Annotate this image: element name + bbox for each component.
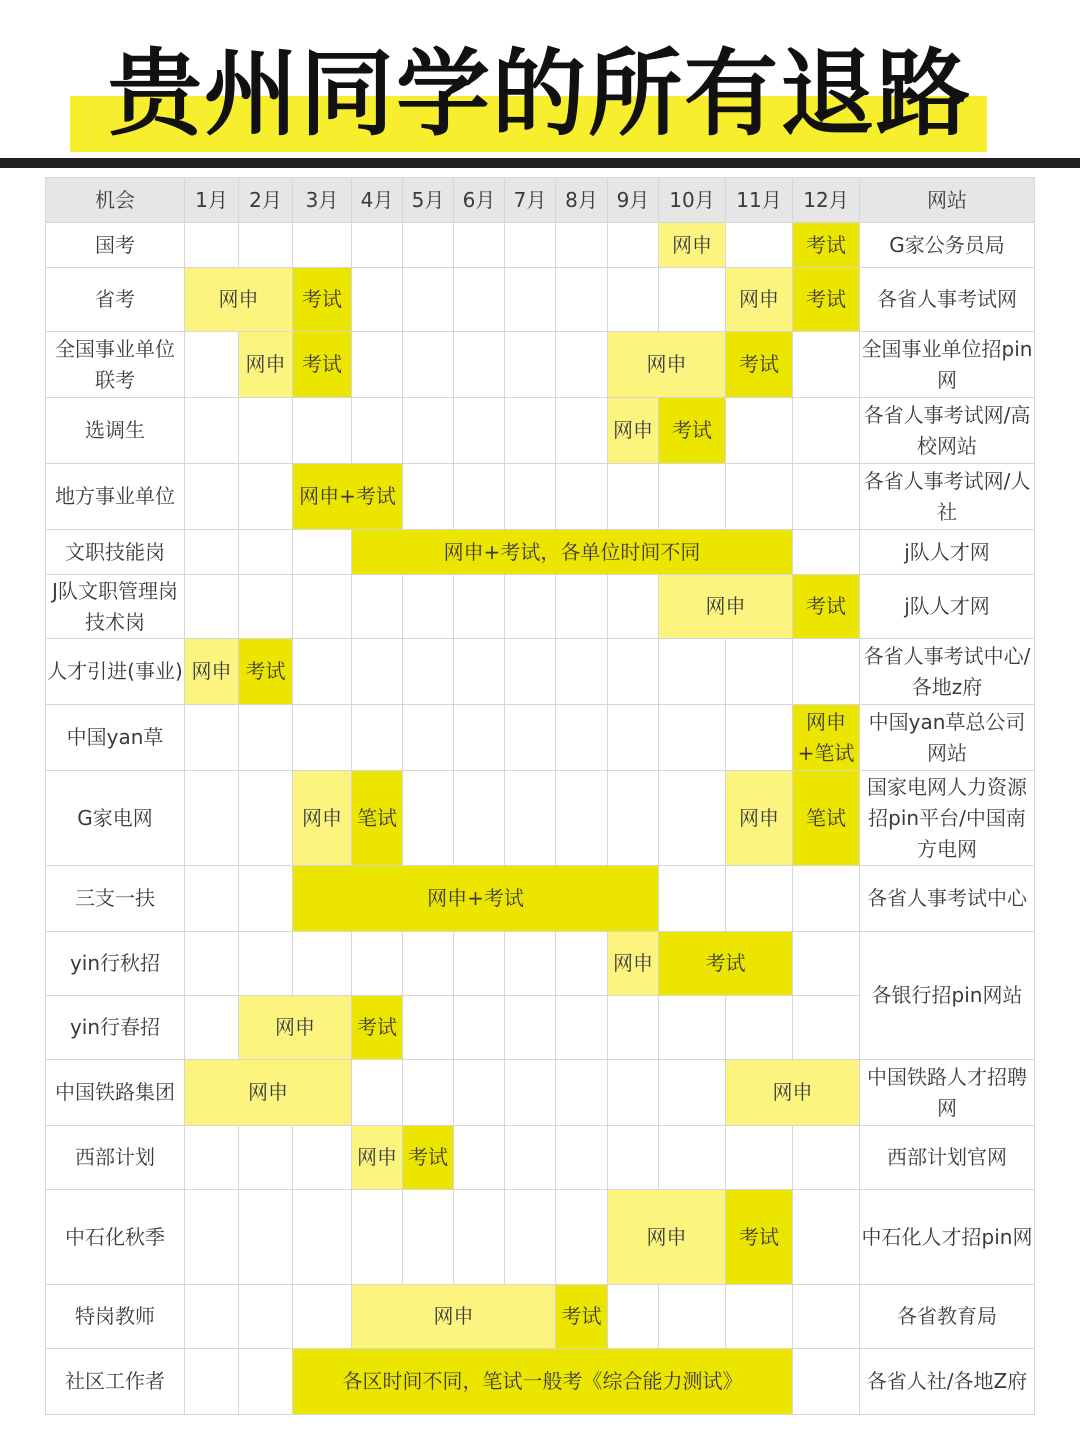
opportunity-name: 社区工作者 — [46, 1349, 185, 1415]
schedule-cell: 网申 — [239, 996, 352, 1060]
table-row — [46, 530, 1035, 575]
schedule-cell: 笔试 — [352, 771, 403, 866]
table-row — [46, 771, 1035, 866]
opportunity-name: 人才引进(事业) — [46, 639, 185, 705]
header-opportunity: 机会 — [46, 178, 185, 223]
header-month: 12月 — [793, 178, 860, 223]
schedule-cell: 考试 — [659, 932, 793, 996]
table-row — [46, 464, 1035, 530]
header-month: 8月 — [556, 178, 608, 223]
schedule-cell: 网申+考试，各单位时间不同 — [352, 530, 793, 575]
opportunity-name: 中国铁路集团 — [46, 1060, 185, 1126]
schedule-cell: 考试 — [293, 332, 352, 398]
header-month: 5月 — [403, 178, 454, 223]
website-cell: 各省人事考试网 — [860, 268, 1035, 332]
schedule-cell: 网申 — [608, 1190, 726, 1285]
opportunity-name: 全国事业单位联考 — [46, 332, 185, 398]
schedule-cell: 网申 — [185, 268, 293, 332]
schedule-cell: 网申 — [608, 932, 659, 996]
opportunity-name: 文职技能岗 — [46, 530, 185, 575]
table-row — [46, 1126, 1035, 1190]
header-month: 9月 — [608, 178, 659, 223]
header-month: 7月 — [505, 178, 556, 223]
opportunity-name: yin行秋招 — [46, 932, 185, 996]
schedule-cell: 考试 — [293, 268, 352, 332]
website-cell: G家公务员局 — [860, 223, 1035, 268]
schedule-cell: 网申 — [726, 1060, 860, 1126]
schedule-cell: 考试 — [352, 996, 403, 1060]
table-row — [46, 575, 1035, 639]
website-cell: 中国铁路人才招聘网 — [860, 1060, 1035, 1126]
table-row — [46, 1349, 1035, 1415]
schedule-cell: 网申 — [352, 1126, 403, 1190]
table-row — [46, 332, 1035, 398]
table-row — [46, 398, 1035, 464]
schedule-cell: 考试 — [726, 1190, 793, 1285]
schedule-cell: 网申 — [726, 268, 793, 332]
website-cell: 各省教育局 — [860, 1285, 1035, 1349]
header-month: 4月 — [352, 178, 403, 223]
opportunity-name: 省考 — [46, 268, 185, 332]
schedule-cell: 考试 — [793, 223, 860, 268]
schedule-cell: 网申+笔试 — [793, 705, 860, 771]
table-row — [46, 1060, 1035, 1126]
schedule-cell: 考试 — [793, 575, 860, 639]
title-divider — [0, 158, 1080, 168]
schedule-cell: 各区时间不同，笔试一般考《综合能力测试》 — [293, 1349, 793, 1415]
schedule-cell: 网申 — [293, 771, 352, 866]
header-month: 3月 — [293, 178, 352, 223]
schedule-cell: 网申 — [185, 639, 239, 705]
table-row — [46, 866, 1035, 932]
table-row — [46, 639, 1035, 705]
website-cell: 中国yan草总公司网站 — [860, 705, 1035, 771]
schedule-cell: 考试 — [726, 332, 793, 398]
opportunity-name: 地方事业单位 — [46, 464, 185, 530]
table-row — [46, 1285, 1035, 1349]
schedule-cell: 考试 — [793, 268, 860, 332]
title-area — [0, 0, 1080, 158]
website-cell: 各省人事考试中心 — [860, 866, 1035, 932]
schedule-cell: 网申 — [608, 332, 726, 398]
table-row — [46, 932, 1035, 996]
schedule-cell: 考试 — [556, 1285, 608, 1349]
header-month: 11月 — [726, 178, 793, 223]
schedule-cell: 网申 — [239, 332, 293, 398]
opportunity-name: J队文职管理岗技术岗 — [46, 575, 185, 639]
table-row — [46, 705, 1035, 771]
header-month: 6月 — [454, 178, 505, 223]
header-website: 网站 — [860, 178, 1035, 223]
table-row — [46, 268, 1035, 332]
website-cell: 各省人事考试网/高校网站 — [860, 398, 1035, 464]
header-month: 10月 — [659, 178, 726, 223]
opportunity-name: 中国yan草 — [46, 705, 185, 771]
schedule-cell: 考试 — [239, 639, 293, 705]
opportunity-name: 中石化秋季 — [46, 1190, 185, 1285]
opportunity-name: G家电网 — [46, 771, 185, 866]
website-cell: j队人才网 — [860, 575, 1035, 639]
website-cell: 全国事业单位招pin网 — [860, 332, 1035, 398]
header-row — [46, 178, 1035, 223]
schedule-cell: 考试 — [403, 1126, 454, 1190]
website-cell: 各省人事考试网/人社 — [860, 464, 1035, 530]
schedule-table-container — [45, 177, 1034, 1415]
website-cell: 中石化人才招pin网 — [860, 1190, 1035, 1285]
table-row — [46, 223, 1035, 268]
website-cell: 国家电网人力资源招pin平台/中国南方电网 — [860, 771, 1035, 866]
schedule-cell: 网申 — [726, 771, 793, 866]
opportunity-name: 三支一扶 — [46, 866, 185, 932]
schedule-cell: 网申 — [185, 1060, 352, 1126]
schedule-cell: 网申 — [659, 223, 726, 268]
schedule-table — [45, 177, 1035, 1415]
schedule-cell: 网申 — [608, 398, 659, 464]
schedule-cell: 网申 — [352, 1285, 556, 1349]
schedule-cell: 考试 — [659, 398, 726, 464]
website-cell: j队人才网 — [860, 530, 1035, 575]
schedule-cell: 网申+考试 — [293, 866, 659, 932]
schedule-cell: 笔试 — [793, 771, 860, 866]
opportunity-name: 特岗教师 — [46, 1285, 185, 1349]
website-cell: 各省人社/各地Z府 — [860, 1349, 1035, 1415]
website-cell: 各银行招pin网站 — [860, 932, 1035, 1060]
opportunity-name: 西部计划 — [46, 1126, 185, 1190]
schedule-cell: 网申 — [659, 575, 793, 639]
opportunity-name: 国考 — [46, 223, 185, 268]
website-cell: 各省人事考试中心/各地z府 — [860, 639, 1035, 705]
page-title: 贵州同学的所有退路 — [107, 40, 972, 149]
header-month: 1月 — [185, 178, 239, 223]
table-row — [46, 1190, 1035, 1285]
website-cell: 西部计划官网 — [860, 1126, 1035, 1190]
opportunity-name: yin行春招 — [46, 996, 185, 1060]
schedule-cell: 网申+考试 — [293, 464, 403, 530]
opportunity-name: 选调生 — [46, 398, 185, 464]
header-month: 2月 — [239, 178, 293, 223]
